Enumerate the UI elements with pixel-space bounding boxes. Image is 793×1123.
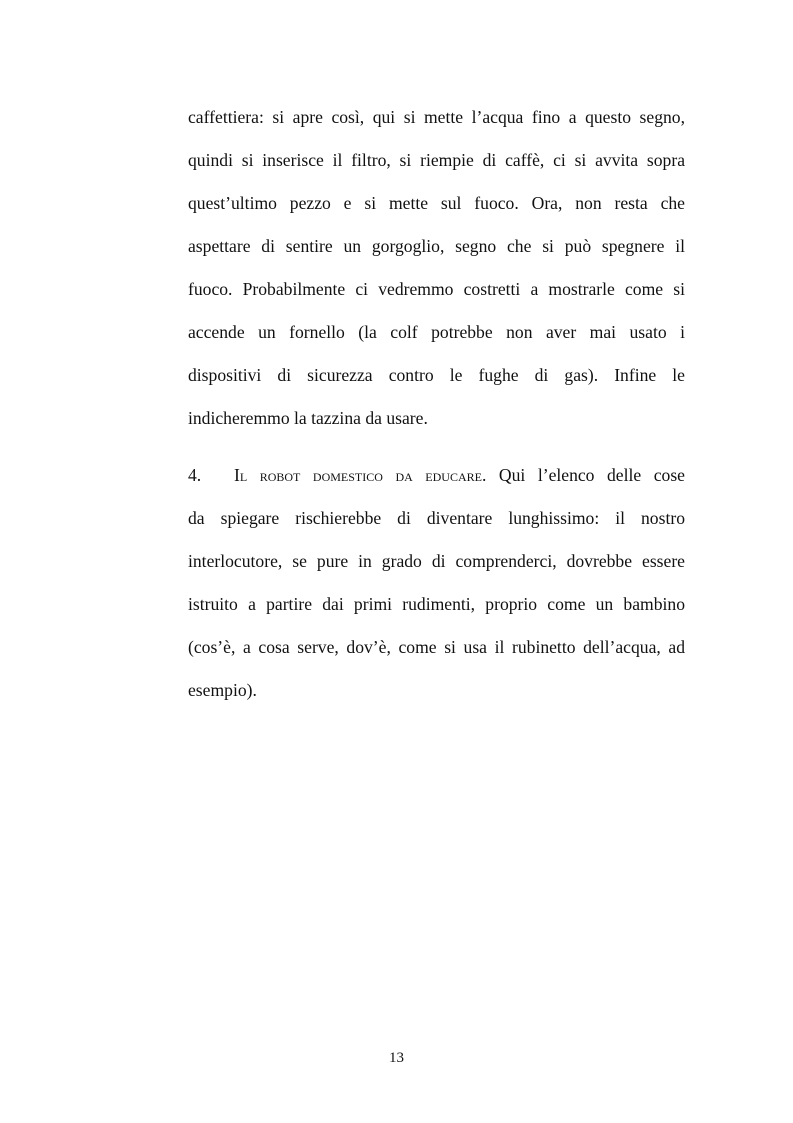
paragraph-line: esempio). (188, 680, 257, 700)
paragraph-line: istruito a partire dai primi rudimenti, proprio come un bambino (188, 594, 685, 614)
paragraph-line: fuoco. Probabilmente ci vedremmo costretti a mostrarle come si (188, 279, 685, 299)
paragraph-line: (cos’è, a cosa serve, dov’è, come si usa il rubinetto dell’acqua, ad (188, 637, 685, 657)
paragraph-line: quest’ultimo pezzo e si mette sul fuoco. Ora, non resta che (188, 193, 685, 213)
paragraph-line: caffettiera: si apre così, qui si mette l’acqua fino a questo segno, (188, 107, 685, 127)
paragraph-line: quindi si inserisce il filtro, si riempie di caffè, ci si avvita sopra (188, 150, 685, 170)
list-item-first-line (234, 462, 685, 488)
list-item-text: Qui l’elenco delle cose (486, 465, 685, 485)
paragraph-line: da spiegare rischierebbe di diventare lunghissimo: il nostro (188, 508, 685, 528)
page-number: 13 (389, 1050, 404, 1066)
paragraph-line: indicheremmo la tazzina da usare. (188, 408, 428, 428)
paragraph-line: interlocutore, se pure in grado di comprenderci, dovrebbe essere (188, 551, 685, 571)
list-item-number: 4. (188, 465, 202, 485)
paragraph-line: dispositivi di sicurezza contro le fughe di gas). Infine le (188, 365, 685, 385)
paragraph-line: aspettare di sentire un gorgoglio, segno che si può spegnere il (188, 236, 685, 256)
list-item-heading: Il robot domestico da educare. (234, 465, 487, 485)
paragraph-line: accende un fornello (la colf potrebbe non aver mai usato i (188, 322, 685, 342)
